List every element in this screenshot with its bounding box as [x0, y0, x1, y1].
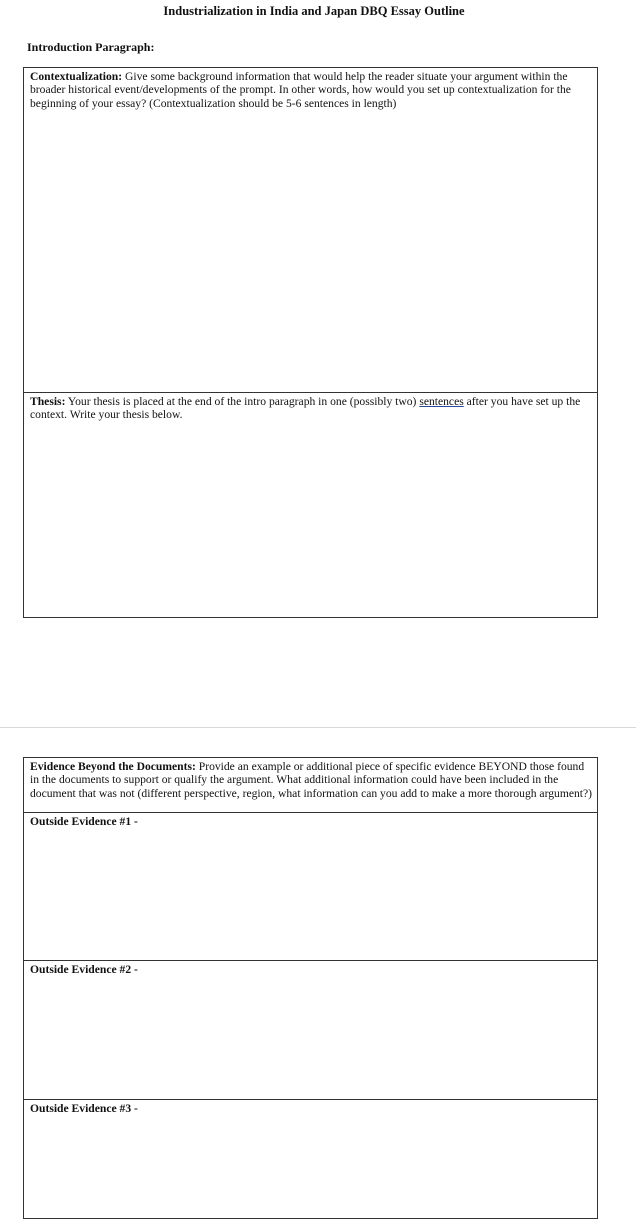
introduction-heading: Introduction Paragraph:: [27, 40, 155, 54]
evidence-beyond-instructions: Provide an example or additional piece of specific evidence BEYOND those found in the documents to support or qualify the argument. What additional information could have been included in the document that was not (different perspective, region, what information can you add to make a more thorough argument?): [30, 760, 593, 800]
contextualization-box[interactable]: [23, 67, 598, 393]
evidence-beyond-label: Evidence Beyond the Documents:: [30, 760, 196, 773]
thesis-label: Thesis:: [30, 395, 66, 408]
evidence-beyond-documents-box: [23, 757, 598, 813]
outside-evidence-2-label: Outside Evidence #2 -: [30, 963, 138, 976]
document-title: Industrialization in India and Japan DBQ Essay Outline: [163, 4, 465, 18]
outside-evidence-3-label: Outside Evidence #3 -: [30, 1102, 138, 1115]
outside-evidence-1-box[interactable]: [23, 812, 598, 961]
page-break-divider: [0, 727, 636, 728]
contextualization-instructions: Give some background information that would help the reader situate your argument within the broader historical event/developments of the prompt. In other words, how would you set up contextualization for the beginning of your essay? (Contextualization should be 5-6 sentences in length): [30, 70, 571, 110]
thesis-underlined-word: sentences: [419, 395, 464, 408]
contextualization-label: Contextualization:: [30, 70, 123, 83]
thesis-instructions-part2: after you have set up the context. Write your thesis below.: [30, 395, 581, 422]
outside-evidence-1-label: Outside Evidence #1 -: [30, 815, 138, 828]
outside-evidence-2-box[interactable]: [23, 960, 598, 1100]
thesis-instructions-part1: Your thesis is placed at the end of the intro paragraph in one (possibly two): [67, 395, 417, 408]
outside-evidence-3-box[interactable]: [23, 1099, 598, 1219]
thesis-box[interactable]: [23, 392, 598, 618]
